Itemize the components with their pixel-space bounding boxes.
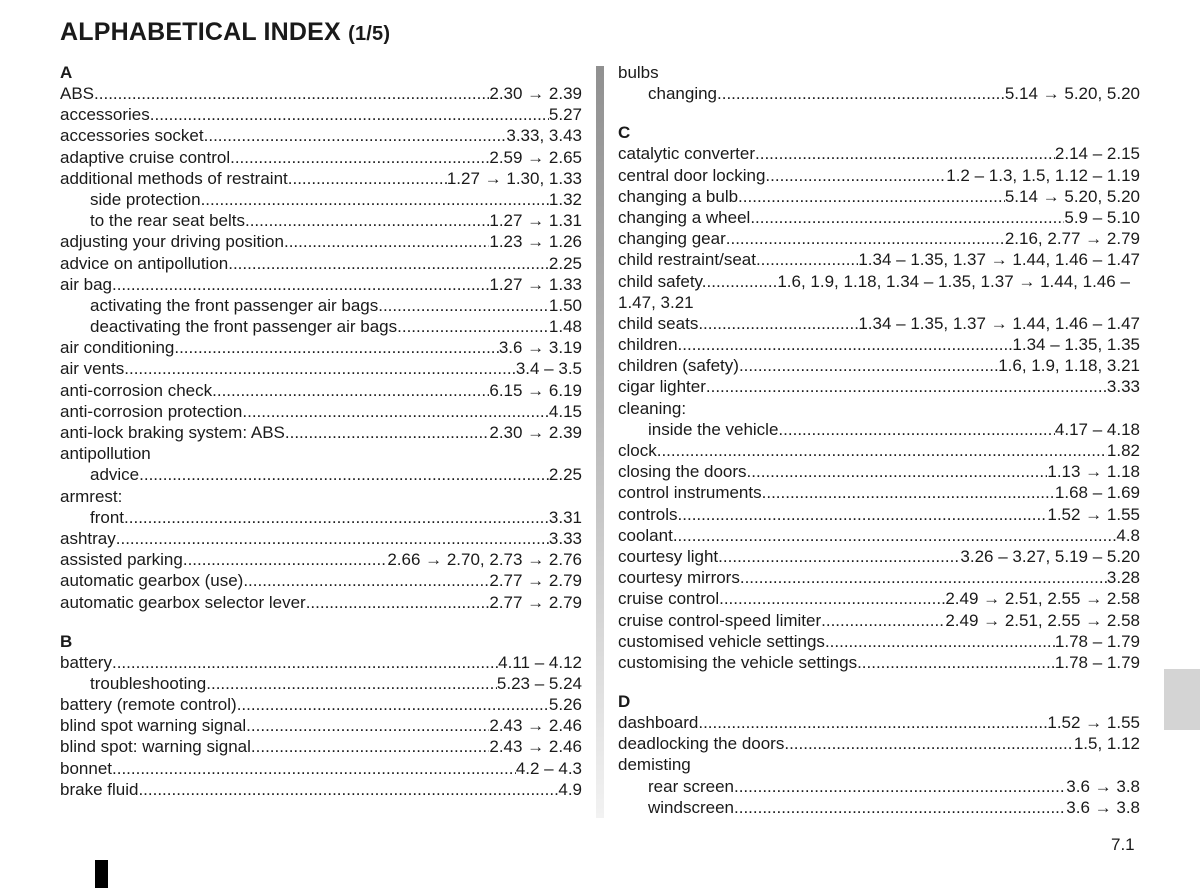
dot-leader [112, 758, 516, 779]
entry-term: additional methods of restraint [60, 168, 288, 188]
entry-term: brake fluid [60, 779, 139, 799]
dot-leader [762, 482, 1055, 503]
index-entry [618, 631, 1140, 652]
entry-term: automatic gearbox (use) [60, 571, 244, 591]
index-entry [618, 207, 1140, 228]
dot-leader [124, 507, 549, 528]
entry-term: bulbs [618, 63, 659, 82]
entry-pages: 3.6 → 3.8 [1066, 797, 1140, 817]
dot-leader [673, 525, 1117, 546]
dot-leader [717, 83, 1005, 104]
index-subentry [60, 464, 582, 485]
entry-pages: 5.26 [548, 695, 582, 715]
dot-leader [719, 588, 945, 609]
entry-pages: 1.2 – 1.3, 1.5, 1.12 – 1.19 [946, 165, 1140, 185]
index-entry [618, 610, 1140, 631]
index-entry [60, 528, 582, 549]
entry-pages: 2.43 → 2.46 [489, 737, 582, 757]
chapter-tab-marker [1164, 669, 1200, 730]
index-column-right [618, 62, 1140, 818]
index-entry [60, 549, 582, 570]
entry-term: accessories [60, 105, 150, 125]
index-entry [618, 165, 1140, 186]
entry-term: anti-corrosion protection [60, 401, 243, 421]
dot-leader [678, 334, 1013, 355]
entry-pages: 2.30 → 2.39 [489, 84, 582, 103]
index-entry [618, 313, 1140, 334]
dot-leader [138, 779, 558, 800]
entry-term: adjusting your driving position [60, 232, 284, 252]
entry-pages: 4.8 [1116, 525, 1140, 545]
entry-pages: 1.13 → 1.18 [1047, 462, 1140, 482]
index-subentry [60, 673, 582, 694]
dot-leader [397, 316, 549, 337]
index-entry [60, 570, 582, 591]
entry-term: central door locking [618, 165, 766, 185]
index-subentry [60, 507, 582, 528]
index-subentry [60, 295, 582, 316]
entry-pages: 5.9 – 5.10 [1064, 207, 1140, 227]
entry-term: controls [618, 504, 678, 524]
entry-term: courtesy light [618, 546, 719, 566]
entry-term: courtesy mirrors [618, 568, 740, 588]
dot-leader [245, 210, 489, 231]
entry-pages: 1.82 [1106, 441, 1140, 461]
entry-term: air conditioning [60, 338, 175, 358]
index-entry [60, 758, 582, 779]
entry-term: troubleshooting [90, 673, 207, 693]
index-entry [618, 482, 1140, 503]
index-entry [60, 694, 582, 715]
index-column-left [60, 62, 582, 800]
dot-leader [112, 652, 498, 673]
dot-leader [228, 253, 549, 274]
index-entry [618, 754, 1140, 775]
index-entry [618, 334, 1140, 355]
dot-leader [755, 143, 1055, 164]
entry-term: catalytic converter [618, 144, 755, 164]
index-subentry [60, 210, 582, 231]
dot-leader [212, 380, 489, 401]
index-subentry [618, 776, 1140, 797]
entry-pages: 5.14 → 5.20, 5.20 [1004, 84, 1140, 104]
entry-term: coolant [618, 525, 673, 545]
dot-leader [204, 125, 507, 146]
entry-pages: 1.34 – 1.35, 1.35 [1012, 335, 1140, 355]
section-letter: D [618, 692, 631, 712]
index-entry [618, 525, 1140, 546]
index-entry [618, 271, 1140, 313]
entry-pages: 1.78 – 1.79 [1054, 652, 1140, 672]
entry-pages: 5.23 – 5.24 [496, 673, 582, 693]
entry-pages: 1.5, 1.12 [1073, 734, 1140, 754]
index-entry [618, 652, 1140, 673]
dot-leader [821, 610, 945, 631]
entry-pages: 5.14 → 5.20, 5.20 [1004, 186, 1140, 206]
dot-leader [765, 165, 946, 186]
entry-term: side protection [90, 189, 201, 209]
entry-term: control instruments [618, 483, 762, 503]
dot-leader [230, 147, 489, 168]
column-divider [596, 66, 604, 818]
entry-term: deactivating the front passenger air bags [90, 317, 398, 337]
index-entry [618, 504, 1140, 525]
section-gap [60, 613, 582, 631]
entry-term: accessories socket [60, 126, 204, 146]
entry-pages: 1.78 – 1.79 [1054, 631, 1140, 651]
entry-term: cruise control-speed limiter [618, 610, 822, 630]
entry-pages: 1.23 → 1.26 [489, 232, 582, 252]
entry-term: cleaning: [618, 398, 687, 418]
entry-pages: 3.6 → 3.19 [498, 338, 582, 358]
entry-term: assisted parking [60, 550, 183, 570]
entry-term: closing the doors [618, 462, 747, 482]
entry-term: bonnet [60, 758, 112, 778]
index-entry [60, 779, 582, 800]
index-entry [618, 440, 1140, 461]
entry-term: advice [90, 465, 140, 485]
entry-pages: 2.49 → 2.51, 2.55 → 2.58 [945, 589, 1140, 609]
entry-pages: 2.43 → 2.46 [489, 716, 582, 736]
print-crop-mark [95, 860, 108, 888]
entry-pages: 4.15 [548, 401, 582, 421]
section-letter: C [618, 123, 631, 143]
entry-pages: 1.52 → 1.55 [1047, 713, 1140, 733]
index-entry [60, 486, 582, 507]
entry-pages: 1.27 → 1.31 [489, 211, 582, 231]
entry-term: dashboard [618, 713, 699, 733]
entry-pages: 3.33 [1106, 377, 1140, 397]
entry-term: anti-corrosion check [60, 380, 213, 400]
entry-term: customising the vehicle settings [618, 652, 858, 672]
entry-term: rear screen [648, 776, 734, 796]
entry-term: to the rear seat belts [90, 211, 245, 231]
entry-pages: 1.68 – 1.69 [1054, 483, 1140, 503]
entry-pages: 4.17 – 4.18 [1054, 419, 1140, 439]
dot-leader [678, 504, 1048, 525]
dot-leader [726, 228, 1005, 249]
index-entry [60, 592, 582, 613]
page-title [60, 18, 390, 47]
entry-pages: 1.52 → 1.55 [1047, 504, 1140, 524]
entry-term: children (safety) [618, 356, 739, 376]
dot-leader [778, 419, 1055, 440]
entry-term: anti-lock braking system: ABS [60, 423, 285, 442]
dot-leader [243, 570, 489, 591]
index-entry [618, 62, 1140, 83]
entry-term: activating the front passenger air bags [90, 295, 379, 315]
index-entry [60, 736, 582, 757]
index-entry [618, 249, 1140, 270]
index-entry [60, 443, 582, 464]
dot-leader [718, 546, 960, 567]
entry-term: cigar lighter [618, 377, 706, 397]
dot-leader [201, 189, 549, 210]
section-gap [618, 104, 1140, 122]
entry-term: battery (remote control) [60, 695, 237, 715]
index-entry [618, 567, 1140, 588]
section-letter: B [60, 631, 73, 651]
index-subentry [60, 316, 582, 337]
dot-leader [94, 83, 489, 104]
dot-leader [739, 355, 998, 376]
entry-term: changing a wheel [618, 207, 751, 227]
dot-leader [698, 712, 1047, 733]
index-entry [60, 380, 582, 401]
dot-leader [284, 231, 489, 252]
entry-pages: 2.25 [548, 465, 582, 485]
entry-term: changing [648, 84, 718, 104]
entry-term: air bag [60, 274, 112, 294]
entry-pages: 4.11 – 4.12 [498, 652, 582, 672]
dot-leader [756, 249, 858, 270]
dot-leader [857, 652, 1055, 673]
dot-leader [251, 736, 489, 757]
index-entry [618, 355, 1140, 376]
entry-term: blind spot warning signal [60, 716, 247, 736]
entry-term: automatic gearbox selector lever [60, 592, 306, 612]
dot-leader [112, 274, 489, 295]
dot-leader [206, 673, 497, 694]
dot-leader [242, 401, 549, 422]
entry-term: changing gear [618, 229, 726, 249]
index-entry-text: child safety................1.6, 1.9, 1.18, 1.34 – 1.35, 1.37 → 1.44, 1.46 – 1.47, 3.21 [618, 271, 1130, 312]
entry-term: adaptive cruise control [60, 147, 231, 167]
entry-pages: 1.6, 1.9, 1.18, 3.21 [998, 356, 1140, 376]
entry-term: changing a bulb [618, 186, 739, 206]
entry-pages: 2.77 → 2.79 [489, 571, 582, 591]
entry-pages: 2.16, 2.77 → 2.79 [1004, 229, 1140, 249]
dot-leader [285, 422, 490, 443]
entry-term: air vents [60, 359, 125, 379]
entry-pages: 6.15 → 6.19 [489, 380, 582, 400]
index-entry [60, 125, 582, 146]
entry-pages: 3.31 [548, 507, 582, 527]
dot-leader [139, 464, 549, 485]
index-entry [60, 652, 582, 673]
index-entry [618, 546, 1140, 567]
dot-leader [378, 295, 549, 316]
index-entry [618, 376, 1140, 397]
entry-pages: 1.32 [548, 189, 582, 209]
entry-pages: 5.27 [548, 105, 582, 125]
entry-term: ABS [60, 84, 95, 103]
index-entry [60, 147, 582, 168]
page-number: 7.1 [1111, 835, 1135, 854]
index-entry [60, 401, 582, 422]
entry-pages: 4.9 [558, 779, 582, 799]
index-subentry [618, 419, 1140, 440]
entry-pages: 3.33 [548, 528, 582, 548]
index-entry [60, 168, 582, 189]
entry-term: ashtray [60, 528, 116, 548]
entry-pages: 1.34 – 1.35, 1.37 → 1.44, 1.46 – 1.47 [858, 313, 1140, 333]
entry-term: inside the vehicle [648, 419, 779, 439]
entry-pages: 2.66 → 2.70, 2.73 → 2.76 [387, 550, 582, 570]
dot-leader [734, 797, 1066, 818]
index-entry [60, 253, 582, 274]
index-entry [618, 228, 1140, 249]
index-subentry [60, 189, 582, 210]
entry-term: armrest: [60, 486, 123, 506]
index-entry [618, 143, 1140, 164]
index-entry [60, 358, 582, 379]
title-main: ALPHABETICAL INDEX [60, 18, 341, 46]
dot-leader [288, 168, 447, 189]
entry-pages: 1.34 – 1.35, 1.37 → 1.44, 1.46 – 1.47 [858, 250, 1140, 270]
dot-leader [174, 337, 498, 358]
dot-leader [657, 440, 1107, 461]
dot-leader [698, 313, 858, 334]
index-entry [618, 461, 1140, 482]
index-entry [60, 104, 582, 125]
index-entry [60, 83, 582, 104]
entry-pages: 2.77 → 2.79 [489, 592, 582, 612]
entry-term: deadlocking the doors [618, 734, 785, 754]
entry-term: customised vehicle settings [618, 631, 825, 651]
dot-leader [124, 358, 516, 379]
entry-term: front [90, 507, 125, 527]
index-entry [618, 712, 1140, 733]
dot-leader [784, 733, 1073, 754]
section-letter: A [60, 63, 73, 82]
dot-leader [306, 592, 490, 613]
dot-leader [825, 631, 1055, 652]
dot-leader [734, 776, 1066, 797]
entry-term: windscreen [648, 797, 734, 817]
dot-leader [706, 376, 1107, 397]
dot-leader [183, 549, 387, 570]
index-subentry [618, 83, 1140, 104]
dot-leader [740, 567, 1107, 588]
dot-leader [750, 207, 1064, 228]
index-entry [618, 733, 1140, 754]
index-subentry [618, 797, 1140, 818]
dot-leader [116, 528, 549, 549]
index-entry [618, 588, 1140, 609]
entry-pages: 3.28 [1106, 568, 1140, 588]
index-entry [60, 231, 582, 252]
title-page-indicator: (1/5) [348, 23, 391, 45]
entry-term: battery [60, 652, 112, 672]
entry-pages: 3.33, 3.43 [506, 126, 582, 146]
entry-pages: 2.49 → 2.51, 2.55 → 2.58 [945, 610, 1140, 630]
index-entry [60, 715, 582, 736]
entry-pages: 3.4 – 3.5 [515, 359, 582, 379]
index-entry [60, 422, 582, 443]
dot-leader [738, 186, 1005, 207]
entry-pages: 2.30 → 2.39 [489, 423, 582, 442]
entry-term: antipollution [60, 444, 151, 464]
entry-pages: 3.6 → 3.8 [1066, 776, 1140, 796]
entry-term: blind spot: warning signal [60, 737, 251, 757]
entry-term: clock [618, 441, 657, 461]
entry-pages: 1.50 [548, 295, 582, 315]
index-entry [618, 186, 1140, 207]
dot-leader [246, 715, 489, 736]
dot-leader [747, 461, 1048, 482]
entry-pages: 1.48 [548, 317, 582, 337]
entry-pages: 4.2 – 4.3 [515, 758, 582, 778]
entry-pages: 2.14 – 2.15 [1054, 144, 1140, 164]
entry-term: cruise control [618, 589, 720, 609]
entry-term: child restraint/seat [618, 250, 756, 270]
entry-term: advice on antipollution [60, 253, 229, 273]
section-gap [618, 673, 1140, 691]
entry-pages: 2.59 → 2.65 [489, 147, 582, 167]
entry-pages: 1.27 → 1.30, 1.33 [446, 168, 582, 188]
entry-pages: 1.27 → 1.33 [489, 274, 582, 294]
index-entry [618, 398, 1140, 419]
entry-term: children [618, 335, 678, 355]
entry-term: child seats [618, 313, 699, 333]
entry-term: demisting [618, 755, 691, 775]
dot-leader [150, 104, 549, 125]
index-entry [60, 274, 582, 295]
entry-pages: 3.26 – 3.27, 5.19 – 5.20 [960, 546, 1140, 566]
dot-leader [237, 694, 549, 715]
entry-pages: 2.25 [548, 253, 582, 273]
index-entry [60, 337, 582, 358]
